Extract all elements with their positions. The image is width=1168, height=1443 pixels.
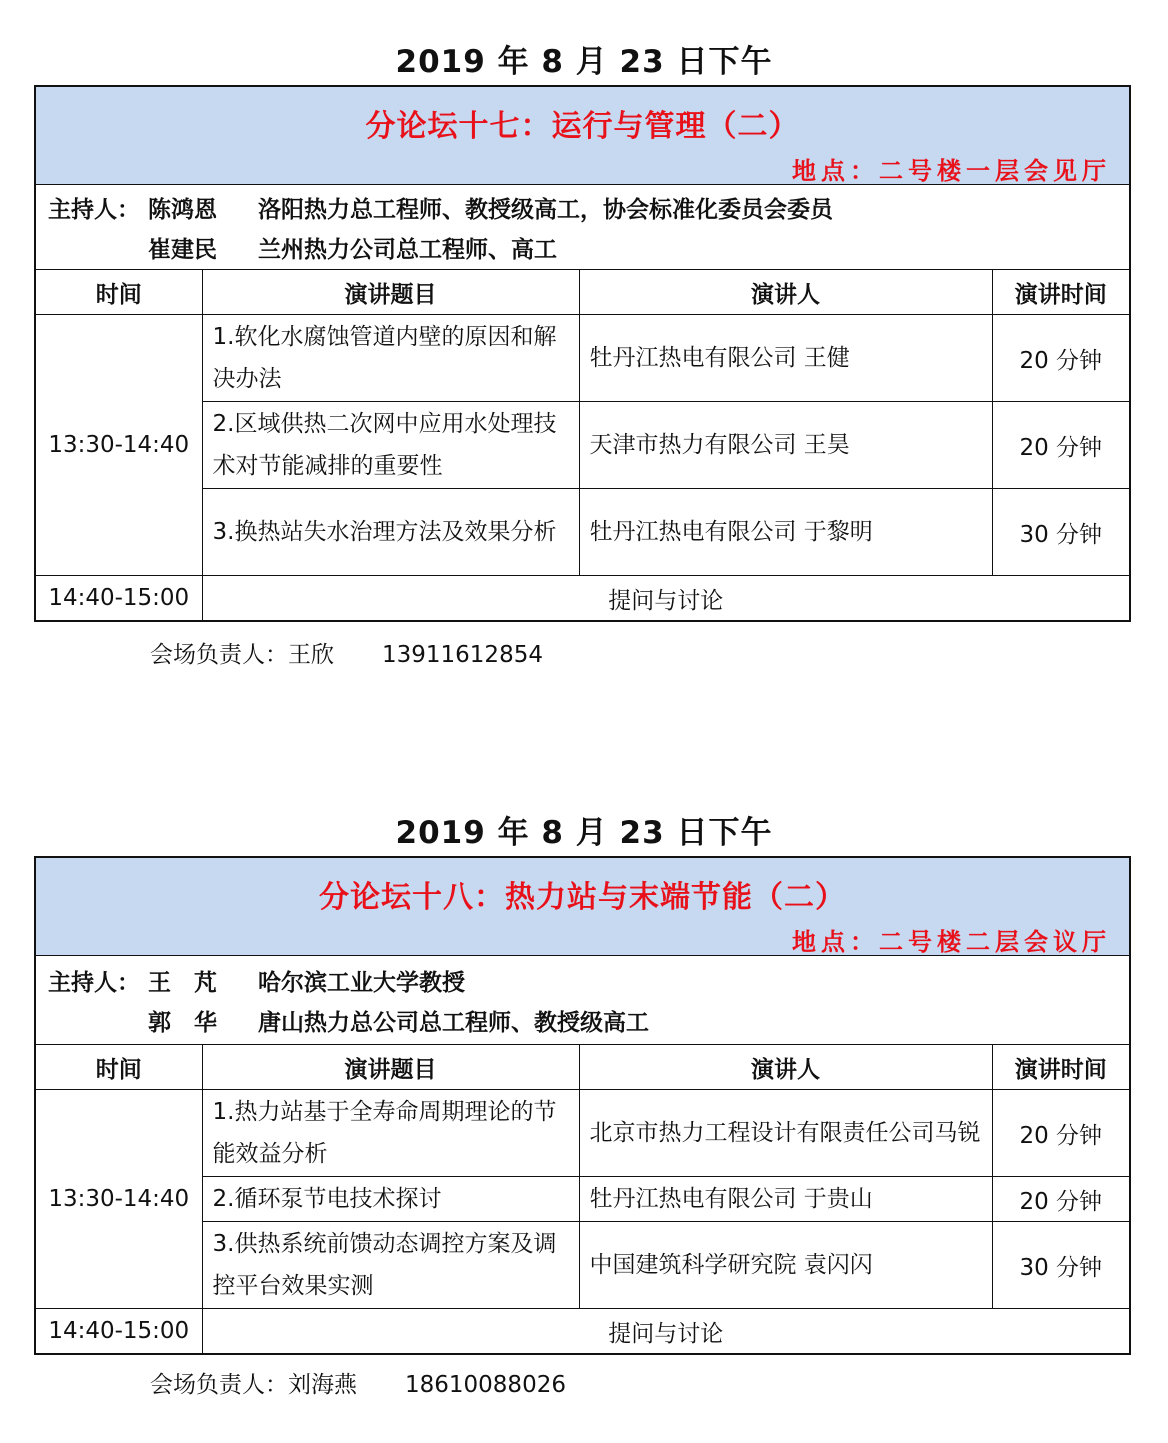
column-header-duration: 演讲时间: [992, 270, 1130, 315]
talk-topic: 1.热力站基于全寿命周期理论的节能效益分析: [202, 1090, 579, 1177]
host-name: 崔建民: [148, 236, 217, 263]
host-row: [36, 187, 1129, 227]
host-name: 陈鸿恩: [148, 196, 217, 223]
talk-speaker: 牡丹江热电有限公司 于黎明: [579, 489, 992, 576]
forum-title: 分论坛十八：热力站与末端节能（二）: [319, 880, 846, 915]
venue-contact: [150, 636, 543, 669]
column-header-topic: 演讲题目: [202, 270, 579, 315]
host-description: 唐山热力总公司总工程师、教授级高工: [258, 1009, 649, 1036]
qa-time: 14:40-15:00: [35, 1309, 202, 1355]
talk-duration: 20 分钟: [992, 315, 1130, 402]
table-row: [35, 315, 1130, 402]
column-header-time: 时间: [35, 270, 202, 315]
forum-header: [35, 86, 1130, 185]
time-block: 13:30-14:40: [35, 1090, 202, 1309]
host-label: 主持人：: [48, 969, 140, 996]
talk-speaker: 北京市热力工程设计有限责任公司马锐: [579, 1090, 992, 1177]
contact-phone: 18610088026: [405, 1372, 566, 1398]
host-name: 郭 华: [148, 1009, 217, 1036]
talk-topic: 3.换热站失水治理方法及效果分析: [202, 489, 579, 576]
host-row: [36, 227, 1129, 267]
talk-topic: 3.供热系统前馈动态调控方案及调控平台效果实测: [202, 1222, 579, 1309]
host-row: [36, 960, 1129, 1000]
talk-speaker: 牡丹江热电有限公司 于贵山: [579, 1177, 992, 1222]
column-header-speaker: 演讲人: [579, 270, 992, 315]
column-header-topic: 演讲题目: [202, 1045, 579, 1090]
forum-title: 分论坛十七：运行与管理（二）: [365, 109, 800, 144]
talk-duration: 20 分钟: [992, 1177, 1130, 1222]
qa-label: 提问与讨论: [202, 1309, 1130, 1355]
qa-label: 提问与讨论: [202, 576, 1130, 622]
qa-time: 14:40-15:00: [35, 576, 202, 622]
column-header-time: 时间: [35, 1045, 202, 1090]
hosts-block: [35, 956, 1130, 1045]
talk-duration: 30 分钟: [992, 489, 1130, 576]
talk-speaker: 牡丹江热电有限公司 王健: [579, 315, 992, 402]
hosts-block: [35, 185, 1130, 270]
venue-label: 地点：二号楼二层会议厅: [792, 928, 1111, 956]
talk-topic: 2.循环泵节电技术探讨: [202, 1177, 579, 1222]
talk-speaker: 天津市热力有限公司 王昊: [579, 402, 992, 489]
talk-speaker: 中国建筑科学研究院 袁闪闪: [579, 1222, 992, 1309]
host-row: [36, 1000, 1129, 1040]
forum-schedule-table-17: [34, 85, 1129, 622]
table-row: [35, 1090, 1130, 1177]
venue-label: 地点：二号楼一层会见厅: [792, 157, 1111, 185]
contact-label: 会场负责人：刘海燕: [150, 1372, 357, 1398]
host-name: 王 芃: [148, 969, 217, 996]
talk-topic: 2.区域供热二次网中应用水处理技术对节能减排的重要性: [202, 402, 579, 489]
talk-topic: 1.软化水腐蚀管道内壁的原因和解决办法: [202, 315, 579, 402]
host-label: 主持人：: [48, 196, 140, 223]
host-description: 哈尔滨工业大学教授: [258, 969, 465, 996]
time-block: 13:30-14:40: [35, 315, 202, 576]
forum-header: [35, 857, 1130, 956]
talk-duration: 20 分钟: [992, 1090, 1130, 1177]
contact-label: 会场负责人：王欣: [150, 642, 334, 668]
column-header-duration: 演讲时间: [992, 1045, 1130, 1090]
venue-contact: [150, 1366, 566, 1399]
column-header-speaker: 演讲人: [579, 1045, 992, 1090]
forum-schedule-table-18: [34, 856, 1129, 1355]
talk-duration: 20 分钟: [992, 402, 1130, 489]
talk-duration: 30 分钟: [992, 1222, 1130, 1309]
host-description: 洛阳热力总工程师、教授级高工，协会标准化委员会委员: [258, 196, 833, 223]
contact-phone: 13911612854: [382, 642, 543, 668]
qa-row: [35, 1309, 1130, 1355]
session-date-title: 2019 年 8 月 23 日下午: [395, 815, 773, 851]
host-description: 兰州热力公司总工程师、高工: [258, 236, 557, 263]
session-date-title: 2019 年 8 月 23 日下午: [395, 44, 773, 80]
qa-row: [35, 576, 1130, 622]
